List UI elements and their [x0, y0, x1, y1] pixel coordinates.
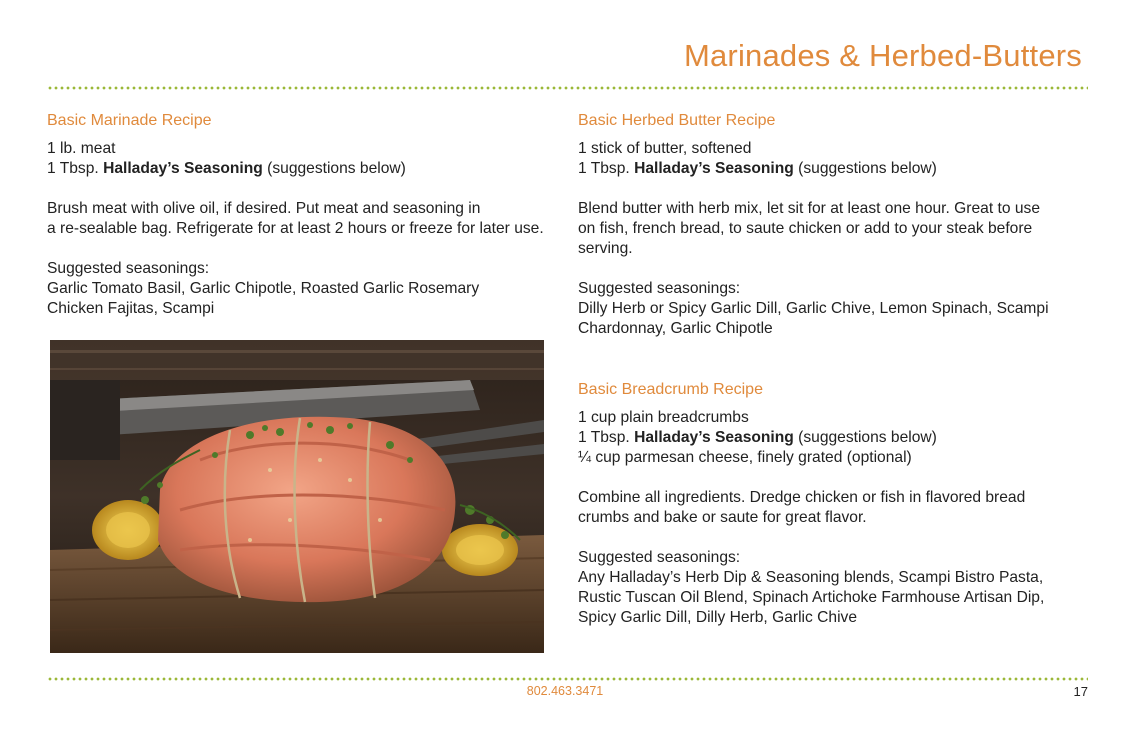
- marinade-suggestions-2: Chicken Fajitas, Scampi: [47, 300, 215, 317]
- butter-ingredient-2-brand: Halladay’s Seasoning: [634, 160, 794, 177]
- butter-ingredient-2-prefix: 1 Tbsp.: [578, 160, 635, 177]
- butter-instruction-3: serving.: [578, 240, 633, 257]
- butter-ingredient-1: 1 stick of butter, softened: [578, 140, 752, 157]
- marinade-suggestions-1: Garlic Tomato Basil, Garlic Chipotle, Roasted Garlic Rosemary: [47, 280, 480, 297]
- butter-instruction-2: on fish, french bread, to saute chicken or add to your steak before: [578, 220, 1033, 237]
- breadcrumb-section: [578, 381, 1098, 628]
- butter-title: Basic Herbed Butter Recipe: [578, 112, 776, 129]
- breadcrumb-ingredient-3: ¼ cup parmesan cheese, finely grated (optional): [578, 449, 912, 466]
- marinade-section: [47, 112, 567, 319]
- butter-instruction-1: Blend butter with herb mix, let sit for at least one hour. Great to use: [578, 200, 1040, 217]
- marinade-ingredient-2-suffix: (suggestions below): [262, 160, 406, 177]
- marinade-ingredient-1: 1 lb. meat: [47, 140, 116, 157]
- dotted-divider-bottom: [47, 677, 1088, 681]
- marinade-ingredient-2-brand: Halladay’s Seasoning: [103, 160, 263, 177]
- breadcrumb-instruction-2: crumbs and bake or saute for great flavor.: [578, 509, 867, 526]
- butter-suggestions-1: Dilly Herb or Spicy Garlic Dill, Garlic Chive, Lemon Spinach, Scampi: [578, 300, 1049, 317]
- marinade-ingredient-2-prefix: 1 Tbsp.: [47, 160, 104, 177]
- page-number: 17: [1073, 684, 1088, 699]
- breadcrumb-suggestions-1: Any Halladay’s Herb Dip & Seasoning blends, Scampi Bistro Pasta,: [578, 569, 1044, 586]
- dotted-divider-top: [47, 86, 1088, 90]
- butter-ingredient-2-suffix: (suggestions below): [793, 160, 937, 177]
- butter-suggestions-2: Chardonnay, Garlic Chipotle: [578, 320, 773, 337]
- breadcrumb-title: Basic Breadcrumb Recipe: [578, 381, 763, 398]
- footer-phone: 802.463.3471: [526, 684, 604, 698]
- breadcrumb-ingredient-1: 1 cup plain breadcrumbs: [578, 409, 749, 426]
- breadcrumb-ingredient-2-suffix: (suggestions below): [793, 429, 937, 446]
- salmon-photo: [50, 340, 544, 653]
- breadcrumb-instruction-1: Combine all ingredients. Dredge chicken or fish in flavored bread: [578, 489, 1026, 506]
- marinade-instruction-1: Brush meat with olive oil, if desired. Put meat and seasoning in: [47, 200, 481, 217]
- herbed-butter-section: [578, 112, 1098, 339]
- marinade-suggestions-label: Suggested seasonings:: [47, 260, 210, 277]
- marinade-title: Basic Marinade Recipe: [47, 112, 212, 129]
- breadcrumb-suggestions-label: Suggested seasonings:: [578, 549, 741, 566]
- butter-suggestions-label: Suggested seasonings:: [578, 280, 741, 297]
- breadcrumb-ingredient-2: [578, 428, 1098, 448]
- breadcrumb-suggestions-3: Spicy Garlic Dill, Dilly Herb, Garlic Chive: [578, 609, 858, 626]
- marinade-ingredient-2: [47, 159, 567, 179]
- breadcrumb-ingredient-2-brand: Halladay’s Seasoning: [634, 429, 794, 446]
- marinade-instruction-2: a re-sealable bag. Refrigerate for at least 2 hours or freeze for later use.: [47, 220, 544, 237]
- breadcrumb-ingredient-2-prefix: 1 Tbsp.: [578, 429, 635, 446]
- butter-ingredient-2: [578, 159, 1098, 179]
- page-title: Marinades & Herbed-Butters: [683, 38, 1082, 73]
- breadcrumb-suggestions-2: Rustic Tuscan Oil Blend, Spinach Artichoke Farmhouse Artisan Dip,: [578, 589, 1045, 606]
